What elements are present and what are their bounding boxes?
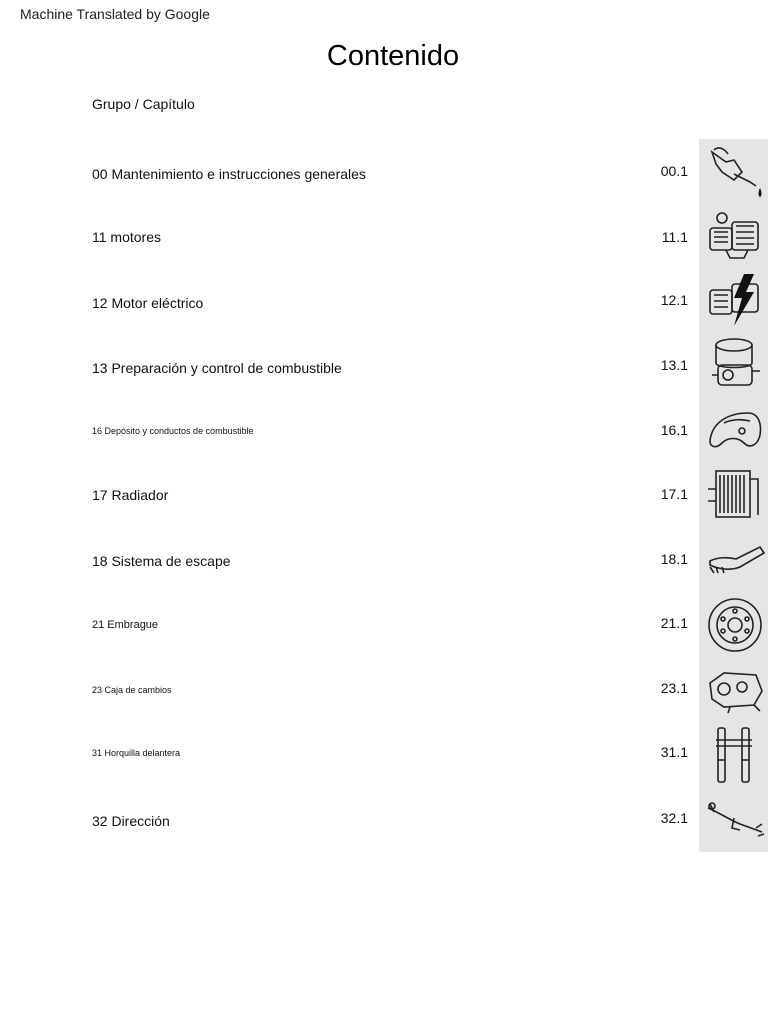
front-fork-icon [704,726,766,786]
toc-row-23[interactable] [0,659,768,724]
toc-row-label[interactable]: 23 Caja de cambios [92,685,172,695]
gearbox-icon [704,661,766,721]
toc-row-11[interactable] [0,204,768,269]
toc-row-page[interactable]: 13.1 [660,357,688,373]
toc-row-label[interactable]: 00 Mantenimiento e instrucciones generales [92,166,366,182]
exhaust-icon [704,531,766,591]
toc-row-page[interactable]: 23.1 [660,680,688,696]
toc-row-label[interactable]: 13 Preparación y control de combustible [92,360,342,376]
toc-row-page[interactable]: 31.1 [660,744,688,760]
toc-row-12[interactable] [0,269,768,334]
toc-row-page[interactable]: 18.1 [660,551,688,567]
toc-row-page[interactable]: 16.1 [660,422,688,438]
toc-row-label[interactable]: 16 Depósito y conductos de combustible [92,426,254,436]
page-title: Contenido [326,40,460,72]
toc-row-label[interactable]: 11 motores [92,229,161,245]
toc-row-label[interactable]: 18 Sistema de escape [92,553,231,569]
toc-row-31[interactable] [0,724,768,789]
toc-row-page[interactable]: 00.1 [660,163,688,179]
maintenance-oil-can-icon [704,142,766,202]
toc-row-page[interactable]: 12.1 [660,292,688,308]
toc-row-17[interactable] [0,464,768,529]
steering-icon [704,790,766,850]
fuel-injection-icon [704,335,766,395]
engine-icon [704,206,766,266]
toc-row-16[interactable] [0,399,768,464]
toc-row-page[interactable]: 17.1 [660,486,688,502]
toc-row-page[interactable]: 11.1 [661,229,688,245]
toc-row-label[interactable]: 12 Motor eléctrico [92,295,204,311]
clutch-disc-icon [704,595,766,655]
toc-row-13[interactable] [0,334,768,399]
group-chapter-heading: Grupo / Capítulo [92,96,195,112]
toc-row-00[interactable] [0,139,768,204]
toc-row-32[interactable] [0,789,768,852]
toc-row-label[interactable]: 31 Horquilla delantera [92,748,181,758]
toc-row-label[interactable]: 32 Dirección [92,813,170,829]
toc-row-page[interactable]: 32.1 [660,810,688,826]
electric-motor-icon [704,270,766,330]
machine-translation-banner: Machine Translated by Google [20,6,210,22]
toc-row-18[interactable] [0,529,768,594]
toc-row-label[interactable]: 21 Embrague [92,619,159,631]
toc-row-21[interactable] [0,594,768,659]
toc-row-page[interactable]: 21.1 [660,615,688,631]
radiator-icon [704,465,766,525]
toc-row-label[interactable]: 17 Radiador [92,487,169,503]
fuel-tank-icon [704,401,766,461]
